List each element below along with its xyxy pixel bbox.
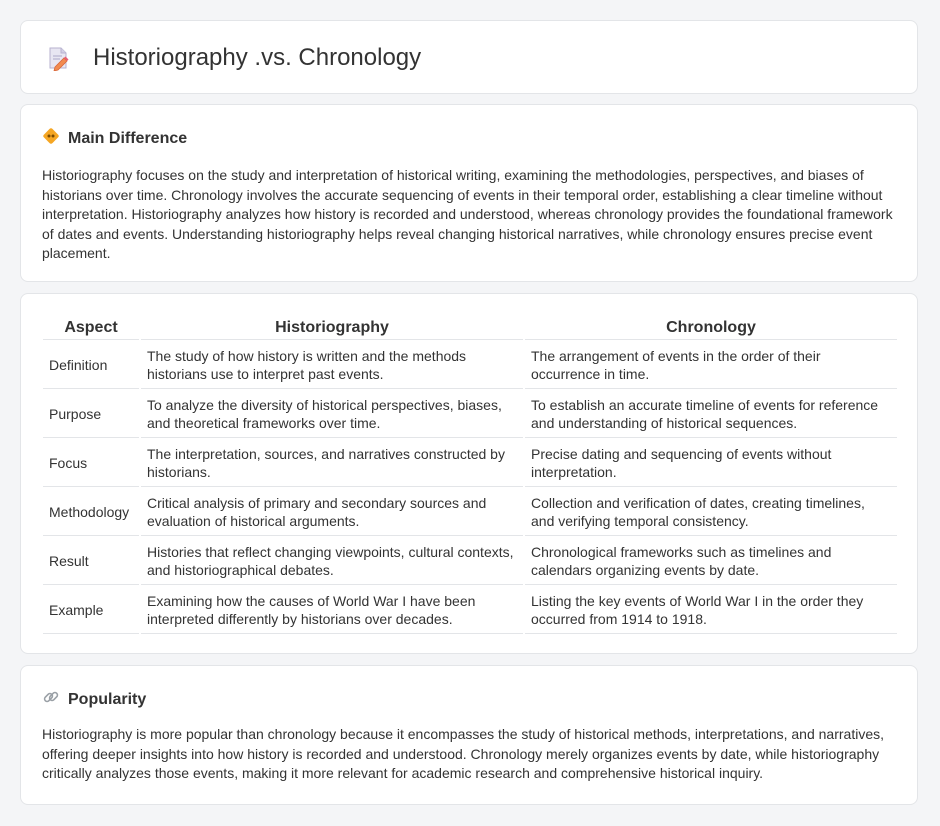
aspect-cell: Result <box>43 538 139 585</box>
chronology-cell: Precise dating and sequencing of events without interpretation. <box>525 440 897 487</box>
table-row <box>43 489 897 536</box>
aspect-cell: Focus <box>43 440 139 487</box>
table-row <box>43 587 897 634</box>
aspect-cell: Definition <box>43 342 139 389</box>
aspect-cell: Purpose <box>43 391 139 438</box>
historiography-cell: The study of how history is written and the methods historians use to interpret past events. <box>141 342 523 389</box>
column-header-aspect: Aspect <box>43 316 139 340</box>
historiography-cell: To analyze the diversity of historical perspectives, biases, and theoretical frameworks over time. <box>141 391 523 438</box>
table-row <box>43 342 897 389</box>
table-row <box>43 391 897 438</box>
chronology-cell: The arrangement of events in the order of their occurrence in time. <box>525 342 897 389</box>
chronology-cell: Listing the key events of World War I in the order they occurred from 1914 to 1918. <box>525 587 897 634</box>
popularity-card <box>20 665 918 805</box>
main-difference-text: Historiography focuses on the study and interpretation of historical writing, examining the methodologies, perspectives, and biases of historians over time. Chronology involves the accurate sequencing of events in their temporal order, establishing a clear timeline without interpretation. Historiography analyzes how history is recorded and understood, whereas chronology provides the foundational framework of dates and events. Understanding historiography helps reveal changing historical narratives, while chronology ensures precise event placement. <box>42 167 893 261</box>
popularity-heading: Popularity <box>68 690 147 708</box>
comparison-card <box>20 293 918 654</box>
historiography-cell: The interpretation, sources, and narratives constructed by historians. <box>141 440 523 487</box>
historiography-cell: Examining how the causes of World War I have been interpreted differently by historians over decades. <box>141 587 523 634</box>
link-icon <box>42 688 60 711</box>
table-row <box>43 538 897 585</box>
chronology-cell: Collection and verification of dates, creating timelines, and verifying temporal consistency. <box>525 489 897 536</box>
table-row <box>43 440 897 487</box>
table-header-row <box>43 316 897 340</box>
column-header-historiography: Historiography <box>141 316 523 340</box>
aspect-cell: Example <box>43 587 139 634</box>
column-header-chronology: Chronology <box>525 316 897 340</box>
title-card <box>20 20 918 94</box>
aspect-cell: Methodology <box>43 489 139 536</box>
chronology-cell: To establish an accurate timeline of events for reference and understanding of historical sequences. <box>525 391 897 438</box>
page-title: Historiography .vs. Chronology <box>93 44 422 71</box>
historiography-cell: Histories that reflect changing viewpoints, cultural contexts, and historiographical debates. <box>141 538 523 585</box>
chronology-cell: Chronological frameworks such as timelines and calendars organizing events by date. <box>525 538 897 585</box>
comparison-table <box>41 314 899 636</box>
historiography-cell: Critical analysis of primary and secondary sources and evaluation of historical arguments. <box>141 489 523 536</box>
document-pencil-icon <box>45 45 71 76</box>
main-difference-card <box>20 104 918 282</box>
popularity-text: Historiography is more popular than chronology because it encompasses the study of historical methods, interpretations, and narratives, offering deeper insights into how history is recorded and understood. Chronology merely organizes events by date, while historiography critically analyzes those events, making it more relevant for academic research and comprehensive historical inquiry. <box>42 726 885 781</box>
diamond-badge-icon <box>42 127 60 150</box>
main-difference-heading: Main Difference <box>68 129 188 147</box>
